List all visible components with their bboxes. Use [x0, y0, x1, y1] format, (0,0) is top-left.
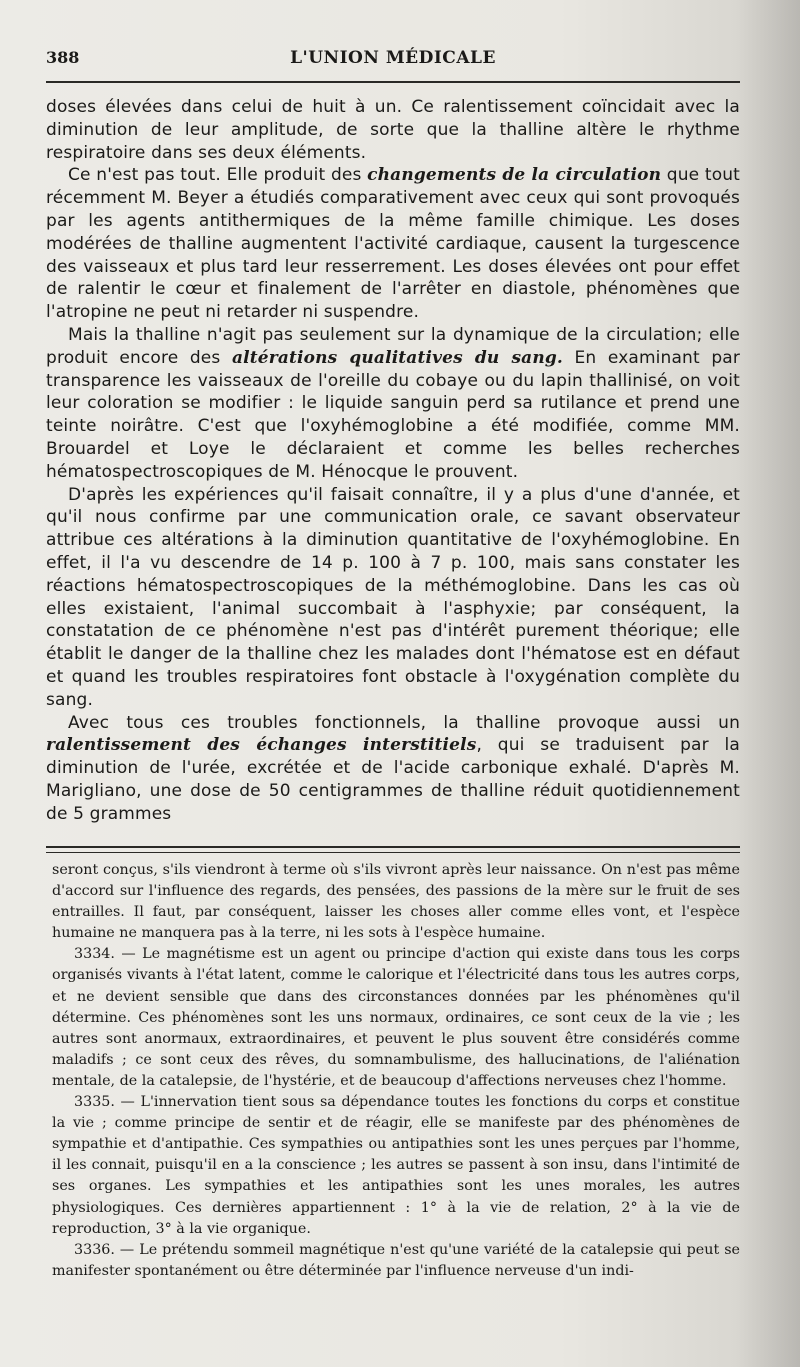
paragraph-5-text-b: , qui se traduisent par la diminution de l'urée, excrétée et de l'acide carbonique exhalé. D'après M. Marigliano, une dose de 50 centigrammes de thalline réduit quotidiennement de 5 grammes	[46, 735, 740, 824]
paragraph-3-emphasis: altérations qualitatives du sang.	[231, 347, 563, 368]
footnote-3335: 3335. — L'innervation tient sous sa dépendance toutes les fonctions du corps et constitue la vie ; comme principe de sentir et de réagir, elle se manifeste par des phénomènes de sympathie et d'antipathie. Ces sympathies ou antipathies sont les unes perçues par l'homme, il les connait, puisqu'il en a la conscience ; les autres se passent à son insu, dans l'intimité de ses organes. Les sympathies et les antipathies sont les unes morales, les autres physiologiques. Ces dernières appartiennent : 1° à la vie de relation, 2° à la vie de reproduction, 3° à la vie organique.	[52, 1094, 740, 1237]
paragraph-1: doses élevées dans celui de huit à un. Ce ralentissement coïncidait avec la diminution de leur amplitude, de sorte que la thalline altère le rhythme respiratoire dans ses deux éléments.	[46, 97, 740, 163]
paragraph-5-text-a: Avec tous ces troubles fonctionnels, la thalline provoque aussi un	[68, 712, 740, 733]
footnotes	[52, 860, 740, 1282]
main-text	[46, 96, 740, 826]
paragraph-3-text-b: En examinant par transparence les vaisseaux de l'oreille du cobaye ou du lapin thallinisé, on voit leur coloration se modifier : le liquide sanguin perd sa rutilance et prend une teinte noirâtre. C'est que l'oxyhémoglobine a été modifiée, comme MM. Brouardel et Loye le déclaraient et comme les belles recherches hématospectroscopiques de M. Hénocque le prouvent.	[46, 347, 740, 482]
paragraph-3	[46, 324, 740, 484]
page-number: 388	[46, 48, 80, 67]
paragraph-2-emphasis: changements de la circulation	[367, 165, 662, 186]
paragraph-5	[46, 712, 740, 826]
paragraph-2	[46, 164, 740, 324]
running-title: L'UNION MÉDICALE	[290, 48, 496, 68]
paragraph-3-text-a: Mais la thalline n'agit pas seulement sur la dynamique de la circulation; elle produit encore des	[46, 324, 740, 368]
paragraph-2-text-b: que tout récemment M. Beyer a étudiés comparativement avec ceux qui sont provoqués par les agents antithermiques de la même famille chimique. Les doses modérées de thalline augmentent l'activité cardiaque, causent la turgescence des vaisseaux et plus tard leur resserrement. Les doses élevées ont pour effet de ralentir le cœur et finalement de l'arrêter en diastole, phénomènes que l'atropine ne peut ni retarder ni suspendre.	[46, 165, 740, 323]
footnote-rule	[46, 846, 740, 853]
header-rule	[46, 81, 740, 83]
paragraph-2-text-a: Ce n'est pas tout. Elle produit des	[68, 165, 368, 186]
paragraph-4: D'après les expériences qu'il faisait connaître, il y a plus d'une d'année, et qu'il nous confirme par une communication orale, ce savant observateur attribue ces altérations à la diminution quantitative de l'oxyhémoglobine. En effet, il l'a vu descendre de 14 p. 100 à 7 p. 100, mais sans constater les réactions hématospectroscopiques de la méthémoglobine. Dans les cas où elles existaient, l'animal succombait à l'asphyxie; par conséquent, la constatation de ce phénomène n'est pas d'intérêt purement théorique; elle établit le danger de la thalline chez les malades dont l'hématose est en défaut et quand les troubles respiratoires font obstacle à l'oxygénation complète du sang.	[46, 484, 740, 710]
footnote-3334: 3334. — Le magnétisme est un agent ou principe d'action qui existe dans tous les corps organisés vivants à l'état latent, comme le calorique et l'électricité dans tous les autres corps, et ne devient sensible que dans des circonstances données par les phénomènes qu'il détermine. Ces phénomènes sont les uns normaux, ordinaires, ce sont ceux de la vie ; les autres sont anormaux, extraordinaires, et peuvent le plus souvent être considérés comme maladifs ; ce sont ceux des rêves, du somnambulisme, des hallucinations, de l'aliénation mentale, de la catalepsie, de l'hystérie, et de beaucoup d'affections nerveuses chez l'homme.	[52, 946, 740, 1089]
footnote-3336: 3336. — Le prétendu sommeil magnétique n'est qu'une variété de la catalepsie qui peut se manifester spontanément ou être déterminée par l'influence nerveuse d'un indi-	[52, 1241, 740, 1279]
page-header	[46, 48, 740, 72]
footnote-continuation: seront conçus, s'ils viendront à terme où s'ils vivront après leur naissance. On n'est pas même d'accord sur l'influence des regards, des pensées, des passions de la mère sur le fruit de ses entrailles. Il faut, par conséquent, laisser les choses aller comme elles vont, et l'espèce humaine ne manquera pas à la terre, ni les sots à l'espèce humaine.	[52, 862, 740, 942]
paragraph-5-emphasis: ralentissement des échanges interstitiels	[46, 735, 477, 756]
